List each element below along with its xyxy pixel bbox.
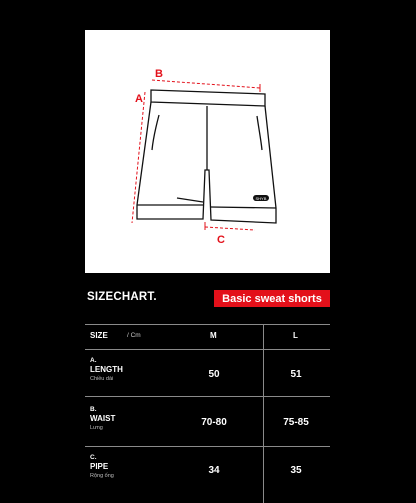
product-badge: Basic sweat shorts: [214, 290, 330, 307]
table-divider: [85, 396, 330, 397]
pipe-l-value: 35: [290, 465, 302, 476]
pipe-m-value: 34: [208, 465, 220, 476]
sizechart-title: SIZECHART.: [87, 291, 157, 303]
table-divider: [85, 349, 330, 350]
row-code: B.: [90, 406, 97, 413]
row-name: PIPE: [90, 462, 109, 471]
row-subtitle: Rộng ống: [90, 473, 114, 479]
length-m-value: 50: [208, 369, 220, 380]
logo-text: SHYB: [255, 196, 267, 201]
waist-l-value: 75-85: [283, 417, 309, 428]
shorts-outline: [137, 90, 276, 223]
size-header: SIZE: [90, 331, 108, 340]
row-name: WAIST: [90, 414, 116, 423]
row-length-label: [90, 357, 123, 383]
row-name: LENGTH: [90, 365, 123, 374]
shorts-diagram: [85, 30, 330, 273]
column-header-m: M: [210, 331, 217, 340]
logo-patch: [253, 195, 269, 201]
waist-m-value: 70-80: [201, 417, 227, 428]
table-top-divider: [85, 324, 330, 325]
length-l-value: 51: [290, 369, 302, 380]
row-subtitle: Chiều dài: [90, 376, 114, 382]
row-subtitle: Lưng: [90, 425, 103, 431]
column-divider: [263, 325, 264, 503]
table-divider: [85, 446, 330, 447]
unit-label: / Cm: [127, 332, 141, 339]
row-code: C.: [90, 454, 97, 461]
label-c: C: [217, 234, 225, 246]
column-header-l: L: [293, 331, 298, 340]
row-code: A.: [90, 357, 97, 364]
row-pipe-label: [90, 454, 114, 480]
label-b: B: [155, 68, 163, 80]
shorts-illustration: [85, 30, 330, 273]
row-waist-label: [90, 406, 115, 432]
label-a: A: [135, 93, 143, 105]
